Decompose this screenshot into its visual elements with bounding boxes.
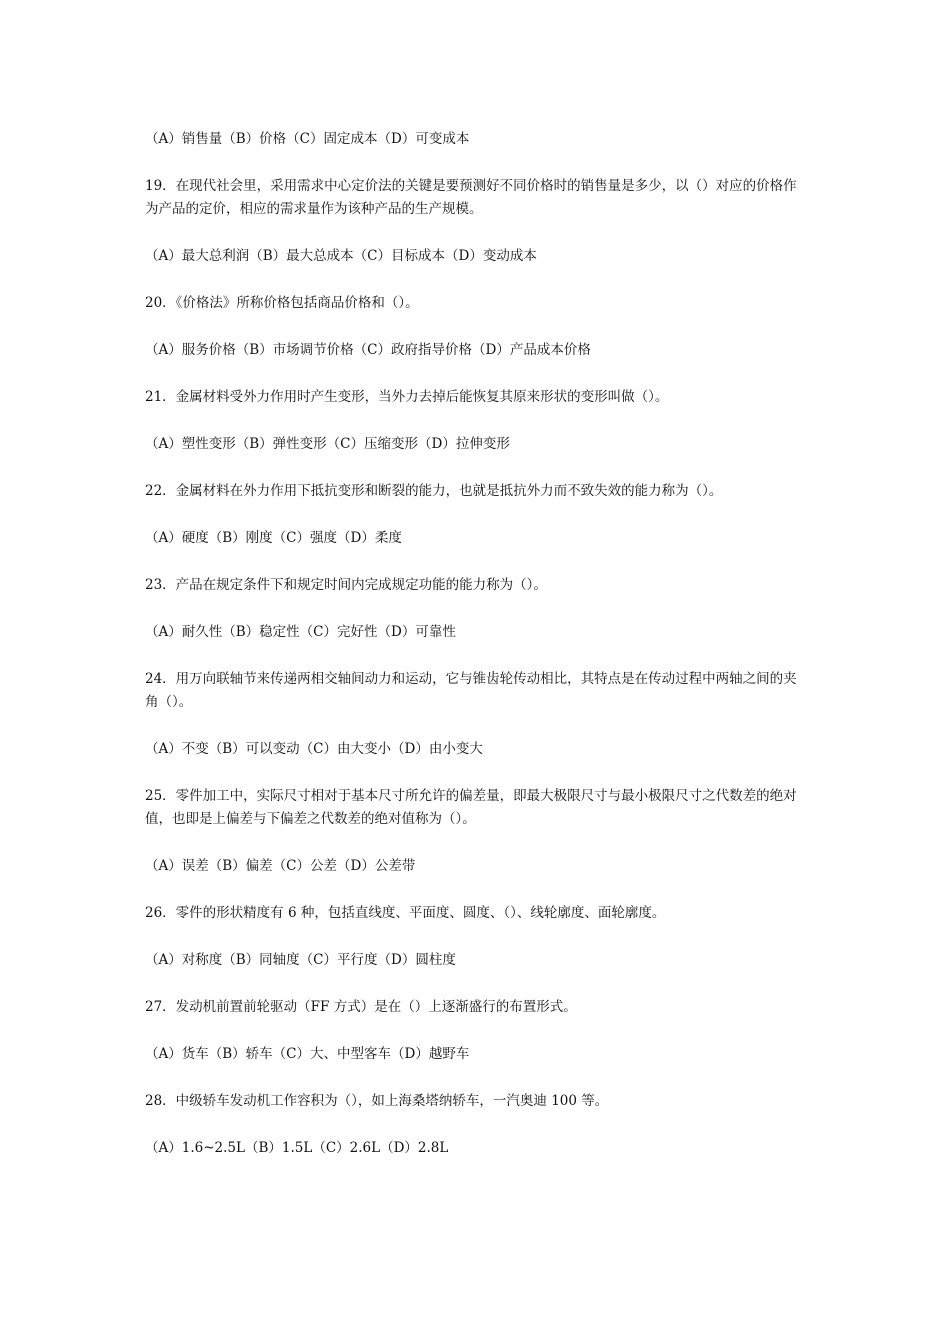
question-text: 26．零件的形状精度有 6 种，包括直线度、平面度、圆度、（）、线轮廓度、面轮廓度。 [145, 905, 666, 921]
answer-options: （A）塑性变形（B）弹性变形（C）压缩变形（D）拉伸变形 [145, 436, 510, 452]
answer-options: （A）1.6~2.5L（B）1.5L（C）2.6L（D）2.8L [145, 1140, 449, 1156]
answer-options: （A）对称度（B）同轴度（C）平行度（D）圆柱度 [145, 952, 456, 968]
question-text: 25．零件加工中，实际尺寸相对于基本尺寸所允许的偏差量，即最大极限尺寸与最小极限尺寸之代数差的绝对值，也即是上偏差与下偏差之代数差的绝对值称为（）。 [145, 788, 797, 827]
answer-options: （A）耐久性（B）稳定性（C）完好性（D）可靠性 [145, 624, 456, 640]
question-text: 24．用万向联轴节来传递两相交轴间动力和运动，它与锥齿轮传动相比，其特点是在传动过程中两轴之间的夹角（）。 [145, 671, 797, 710]
question-text: 27．发动机前置前轮驱动（FF 方式）是在（）上逐渐盛行的布置形式。 [145, 999, 577, 1015]
question-text: 21．金属材料受外力作用时产生变形，当外力去掉后能恢复其原来形状的变形叫做（）。 [145, 389, 669, 405]
question-text: 22．金属材料在外力作用下抵抗变形和断裂的能力，也就是抵抗外力而不致失效的能力称为（）。 [145, 483, 723, 499]
answer-options: （A）货车（B）轿车（C）大、中型客车（D）越野车 [145, 1046, 470, 1062]
answer-options: （A）不变（B）可以变动（C）由大变小（D）由小变大 [145, 741, 483, 757]
answer-options: （A）销售量（B）价格（C）固定成本（D）可变成本 [145, 131, 470, 147]
answer-options: （A）服务价格（B）市场调节价格（C）政府指导价格（D）产品成本价格 [145, 342, 591, 358]
question-text: 23．产品在规定条件下和规定时间内完成规定功能的能力称为（）。 [145, 577, 547, 593]
question-text: 19．在现代社会里，采用需求中心定价法的关键是要预测好不同价格时的销售量是多少，以（）对应的价格作为产品的定价，相应的需求量作为该种产品的生产规模。 [145, 178, 797, 217]
question-text: 28．中级轿车发动机工作容积为（），如上海桑塔纳轿车，一汽奥迪 100 等。 [145, 1093, 609, 1109]
document-content [145, 128, 810, 1184]
answer-options: （A）硬度（B）刚度（C）强度（D）柔度 [145, 530, 402, 546]
question-text: 20．《价格法》所称价格包括商品价格和（）。 [145, 295, 419, 311]
answer-options: （A）最大总利润（B）最大总成本（C）目标成本（D）变动成本 [145, 248, 537, 264]
answer-options: （A）误差（B）偏差（C）公差（D）公差带 [145, 858, 416, 874]
